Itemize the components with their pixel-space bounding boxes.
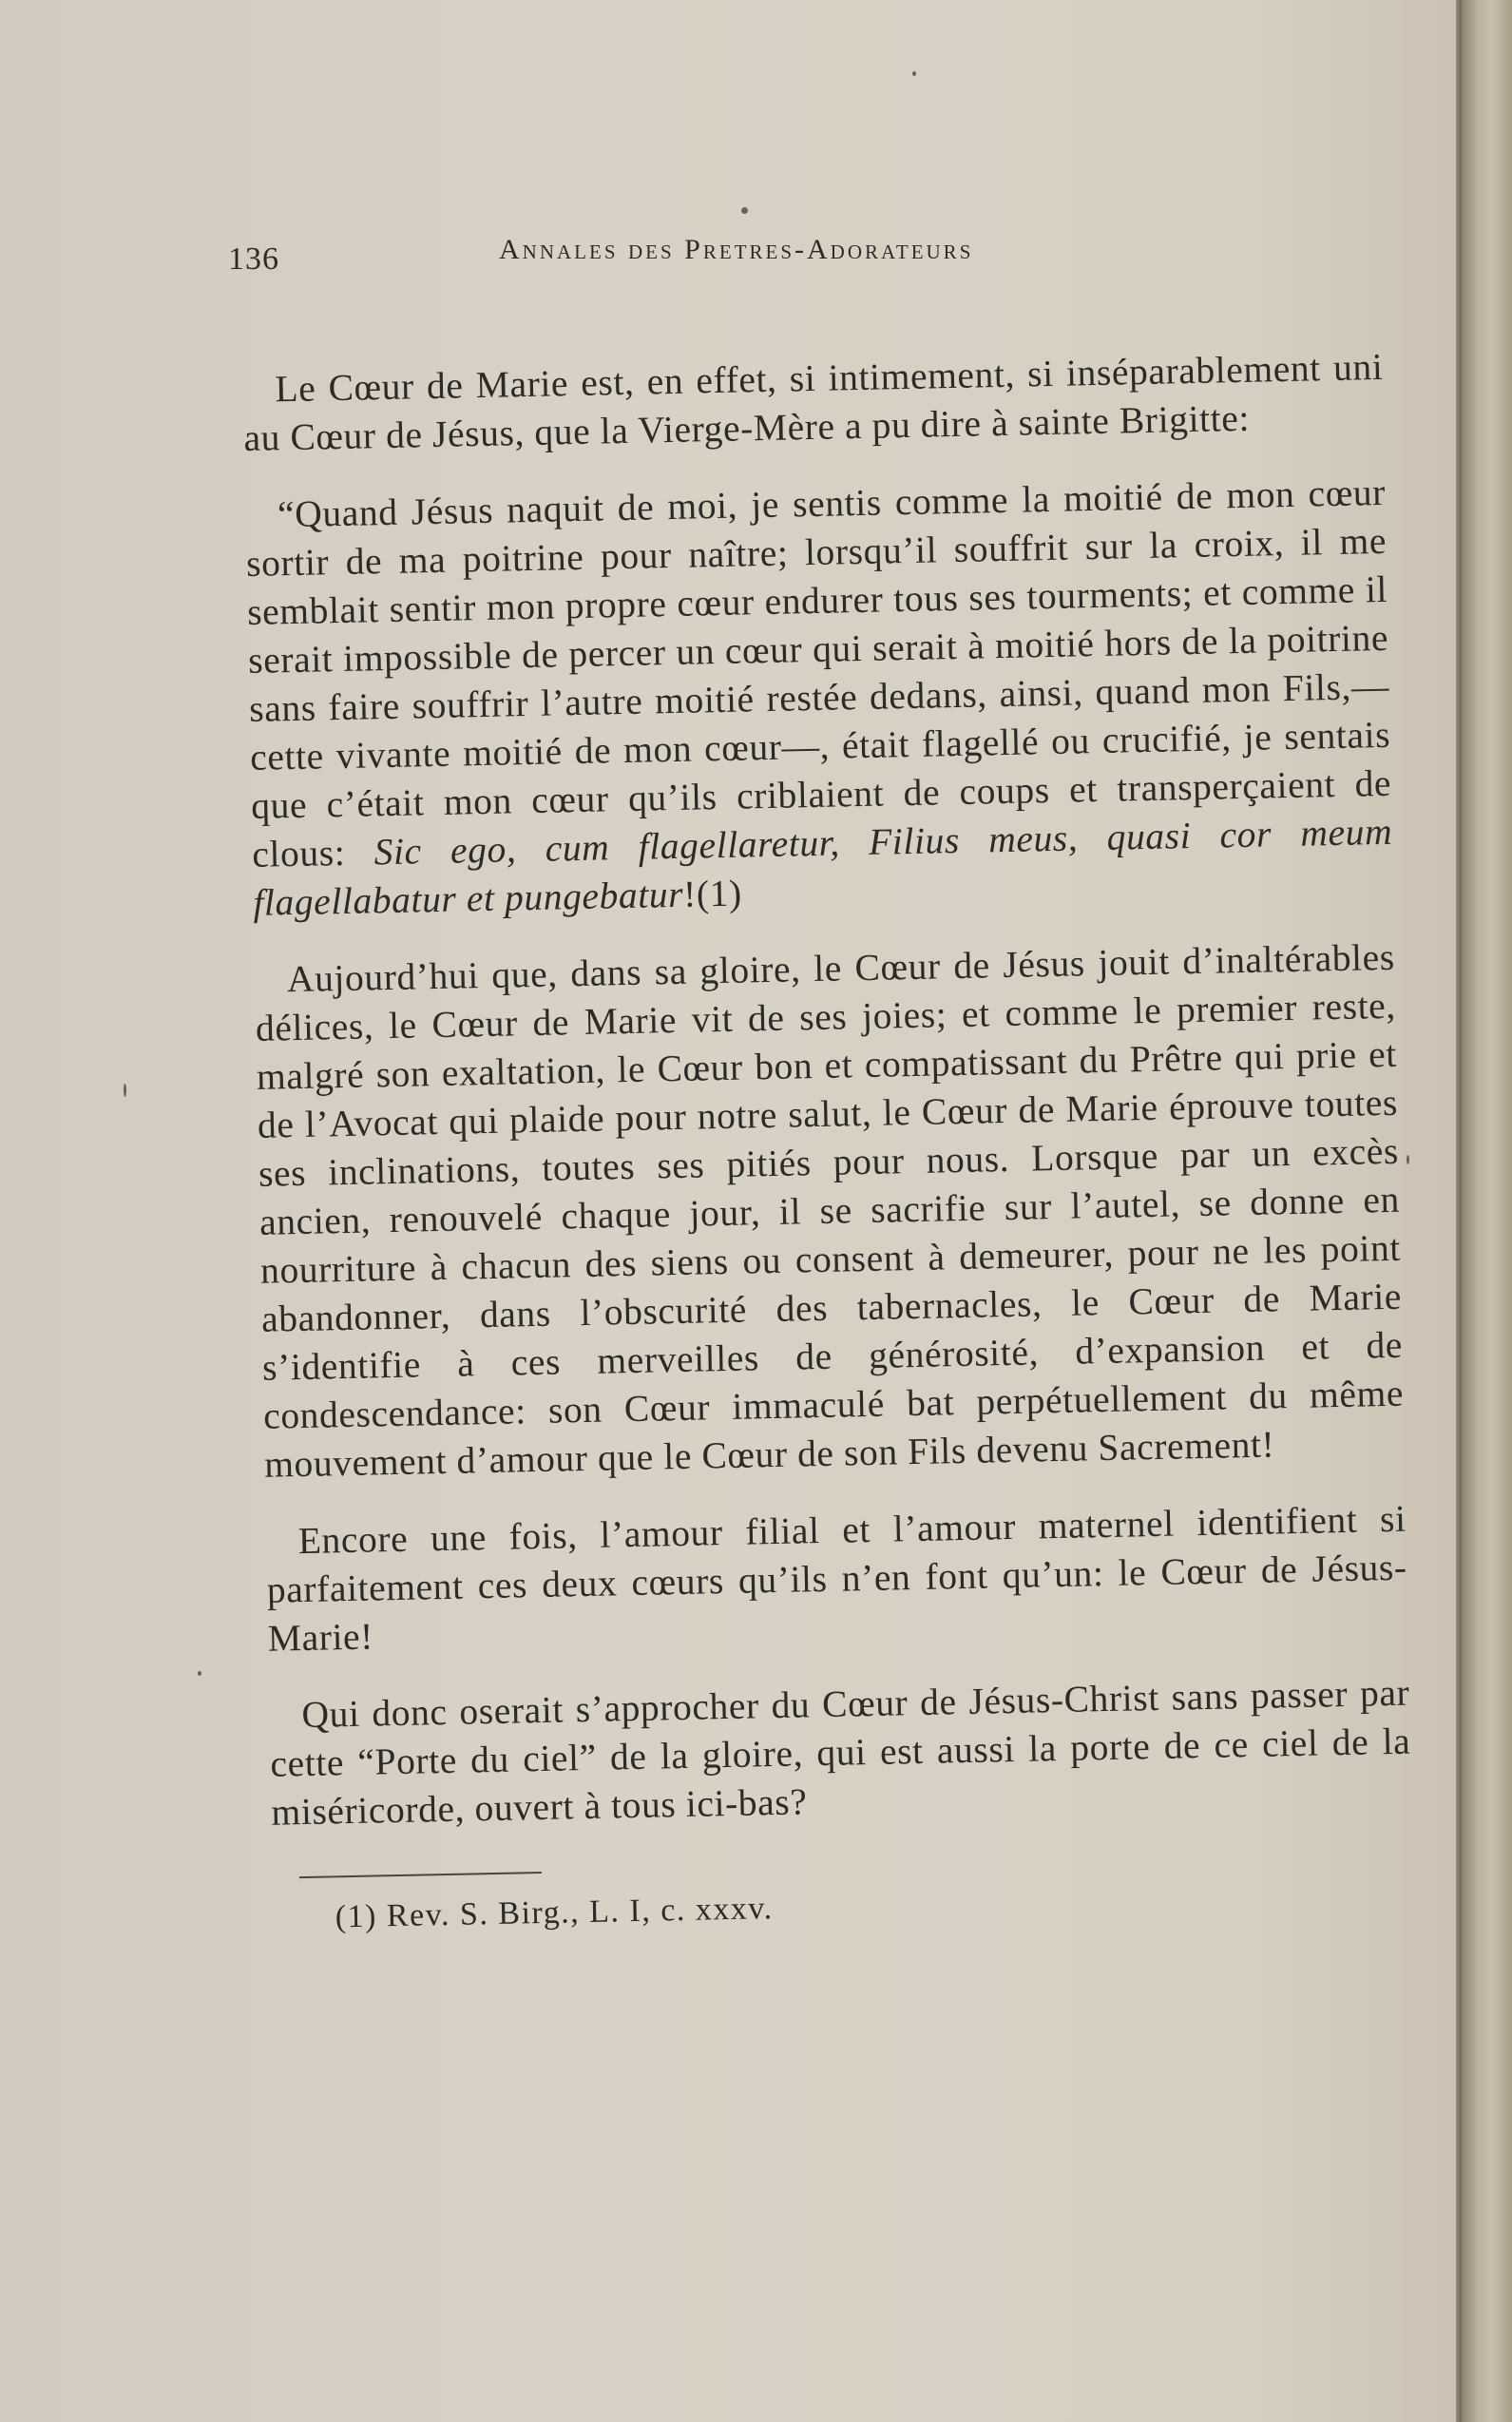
quotation-text: “Quand Jésus naquit de moi, je sentis comme la moitié de mon cœur sortir de ma poitrine pour naître; lorsqu’il souffrit sur la croix, il me semblait sentir mon propre cœur endurer tous ses tourments; et comme il serait impossible de percer un cœur qui serait à moitié hors de la poitrine sans faire souffrir l’autre moitié restée dedans, ainsi, quand mon Fils,— cette vivante moitié de mon cœur—, était flagellé ou crucifié, je sentais que c’était mon cœur qu’ils criblaient de coups et transperçaient de clous: — [245, 471, 1392, 875]
paragraph-5: Qui donc oserait s’approcher du Cœur de Jésus-Christ sans passer par cette “Porte du ciel” de la gloire, qui est aussi la porte de ce ciel de la miséricorde, ouvert à tous ici-bas? — [270, 1671, 1411, 1834]
paragraph-4: Encore une fois, l’amour filial et l’amour maternel identifient si parfaitement ces deux cœurs qu’ils n’en font qu’un: le Cœur de Jésus-Marie! — [266, 1497, 1408, 1660]
page-number: 136 — [228, 241, 279, 277]
footnote-divider — [299, 1872, 542, 1878]
paper-speck — [124, 1084, 126, 1097]
body-text — [242, 343, 1414, 1940]
latin-quotation: Sic ego, cum flagellaretur, Filius meus, quasi cor meum flagellabatur et pungebatur — [252, 810, 1393, 924]
journal-title: Annales des Pretres-Adorateurs — [499, 234, 974, 265]
paper-speck — [1407, 1155, 1409, 1164]
footnote: (1) Rev. S. Birg., L. I, c. xxxv. — [335, 1891, 774, 1935]
running-header — [228, 228, 1378, 285]
paper-speck — [198, 1671, 201, 1676]
binding-edge — [1462, 0, 1512, 2422]
footnote-reference: !(1) — [682, 872, 743, 915]
paragraph-2-quotation — [245, 469, 1394, 928]
paragraph-1: Le Cœur de Marie est, en effet, si intimement, si inséparablement uni au Cœur de Jésus, que la Vierge-Mère a pu dire à sainte Brigitte: — [243, 345, 1384, 459]
paper-speck — [912, 71, 916, 76]
paper-speck — [741, 207, 748, 214]
paragraph-3: Aujourd’hui que, dans sa gloire, le Cœur de Jésus jouit d’inaltérables délices, le Cœur de Marie vit de ses joies; et comme le premier reste, malgré son exaltation, le Cœur bon et compatissant du Prêtre qui prie et de l’Avocat qui plaide pour notre salut, le Cœur de Marie éprouve toutes ses inclinations, toutes ses pitiés pour nous. Lorsque par un excès ancien, renouvelé chaque jour, il se sacrifie sur l’autel, se donne en nourriture à chacun des siens ou consent à demeurer, pour ne les point abandonner, dans l’obscurité des tabernacles, le Cœur de Marie s’identifie à ces merveilles de générosité, d’expansion et de condescendance: son Cœur immaculé bat perpétuellement du même mouvement d’amour que le Cœur de son Fils devenu Sacrement! — [255, 935, 1405, 1486]
